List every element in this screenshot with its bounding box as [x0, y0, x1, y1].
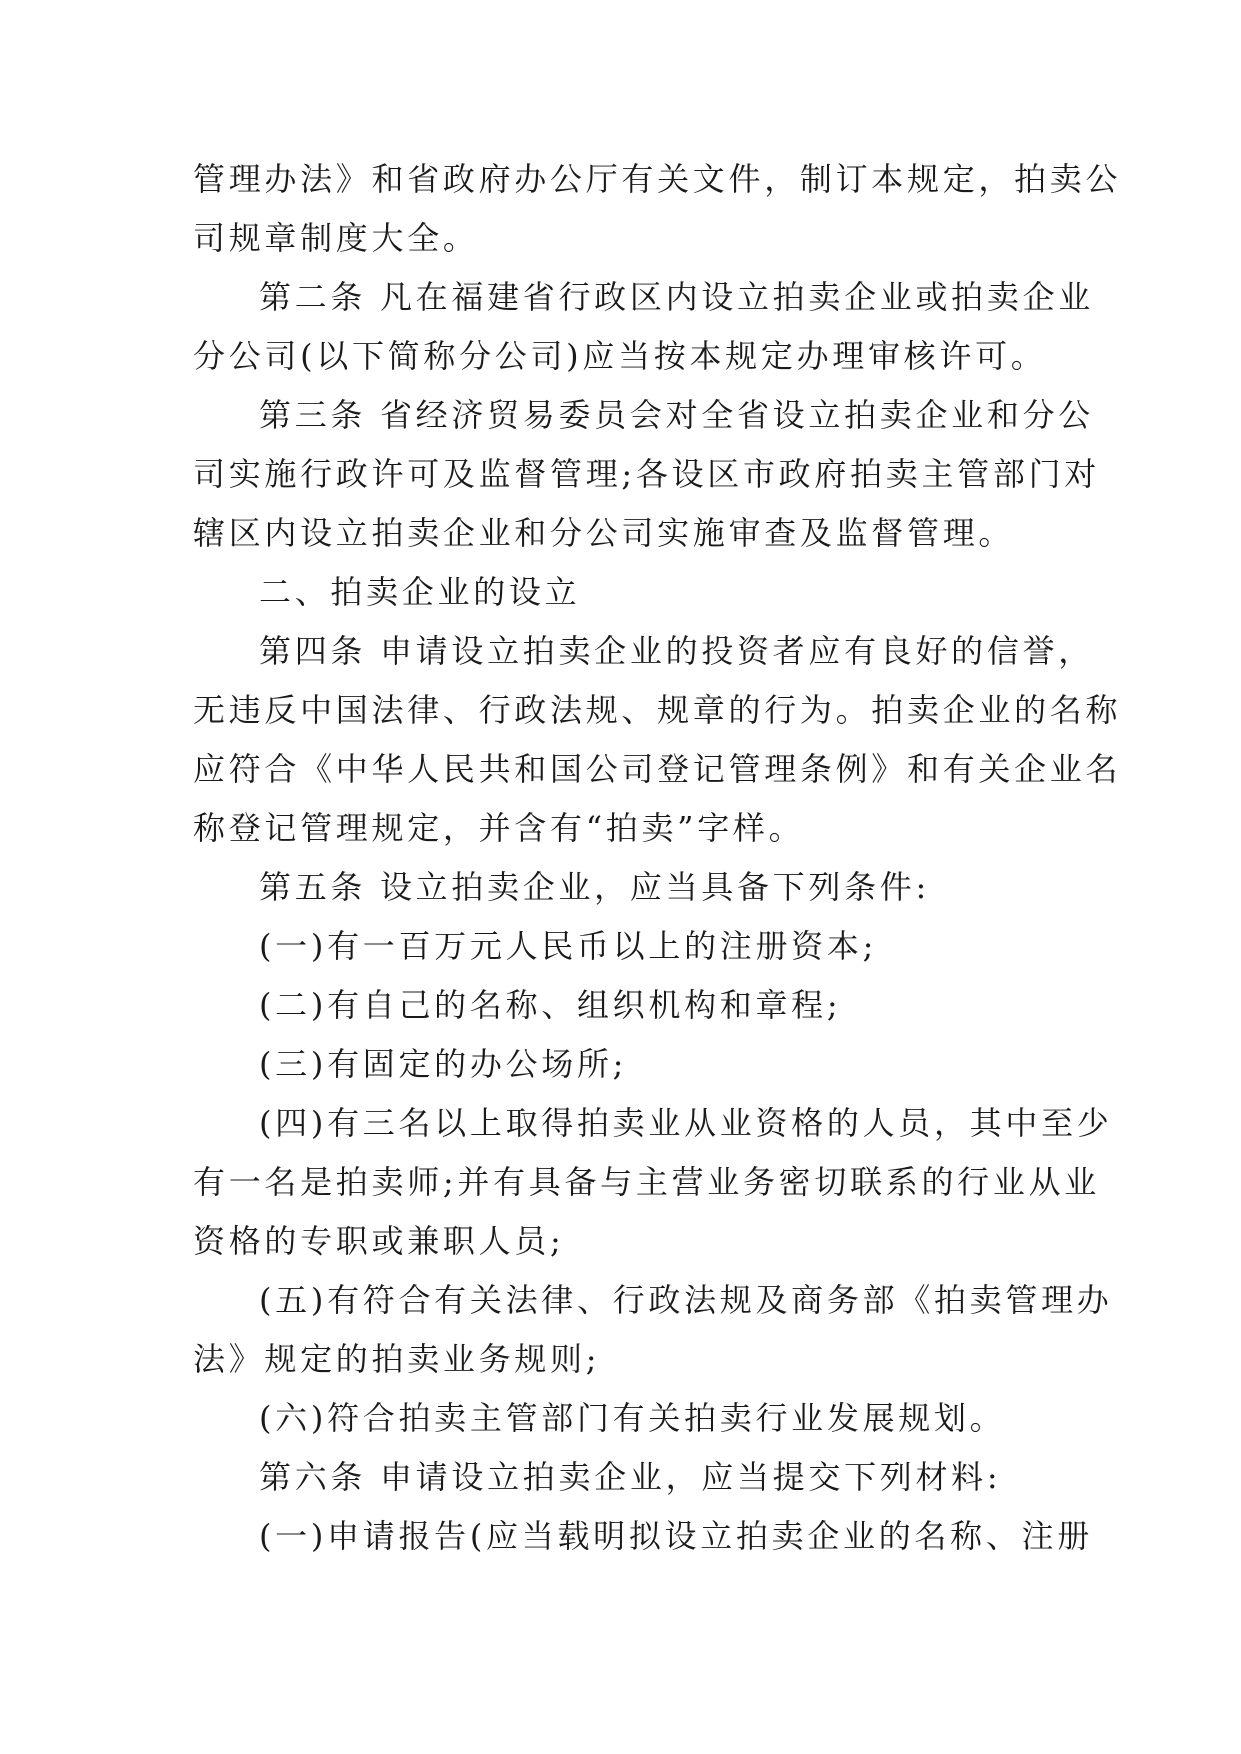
article-5-line: 第五条 设立拍卖企业，应当具备下列条件:	[259, 868, 930, 906]
list-item: (四)有三名以上取得拍卖业从业资格的人员，其中至少	[259, 1104, 1113, 1142]
text-line: 有一名是拍卖师;并有具备与主营业务密切联系的行业从业	[193, 1163, 1100, 1201]
list-item: (六)符合拍卖主管部门有关拍卖行业发展规划。	[259, 1399, 1006, 1437]
text-line: 辖区内设立拍卖企业和分公司实施审查及监督管理。	[193, 514, 1015, 552]
text-line: 应符合《中华人民共和国公司登记管理条例》和有关企业名	[193, 750, 1122, 788]
text-line: 司规章制度大全。	[193, 219, 479, 257]
list-item: (一)有一百万元人民币以上的注册资本;	[259, 927, 878, 965]
article-3-line: 第三条 省经济贸易委员会对全省设立拍卖企业和分公	[259, 396, 1094, 434]
list-item: (一)申请报告(应当载明拟设立拍卖企业的名称、注册	[259, 1517, 1093, 1555]
document-body	[193, 150, 1122, 1566]
article-6-line: 第六条 申请设立拍卖企业，应当提交下列材料:	[259, 1458, 1002, 1496]
text-line: 管理办法》和省政府办公厅有关文件，制订本规定，拍卖公	[193, 160, 1122, 198]
text-line: 司实施行政许可及监督管理;各设区市政府拍卖主管部门对	[193, 455, 1100, 493]
article-4-line: 第四条 申请设立拍卖企业的投资者应有良好的信誉，	[259, 632, 1094, 670]
section-heading: 二、拍卖企业的设立	[259, 573, 581, 611]
text-line: 称登记管理规定，并含有“拍卖”字样。	[193, 809, 805, 847]
text-line: 资格的专职或兼职人员;	[193, 1222, 565, 1260]
text-line: 无违反中国法律、行政法规、规章的行为。拍卖企业的名称	[193, 691, 1122, 729]
text-line: 分公司(以下简称分公司)应当按本规定办理审核许可。	[193, 337, 1047, 375]
list-item: (二)有自己的名称、组织机构和章程;	[259, 986, 842, 1024]
text-line: 法》规定的拍卖业务规则;	[193, 1340, 601, 1378]
list-item: (五)有符合有关法律、行政法规及商务部《拍卖管理办	[259, 1281, 1113, 1319]
article-2-line: 第二条 凡在福建省行政区内设立拍卖企业或拍卖企业	[259, 278, 1094, 316]
list-item: (三)有固定的办公场所;	[259, 1045, 628, 1083]
